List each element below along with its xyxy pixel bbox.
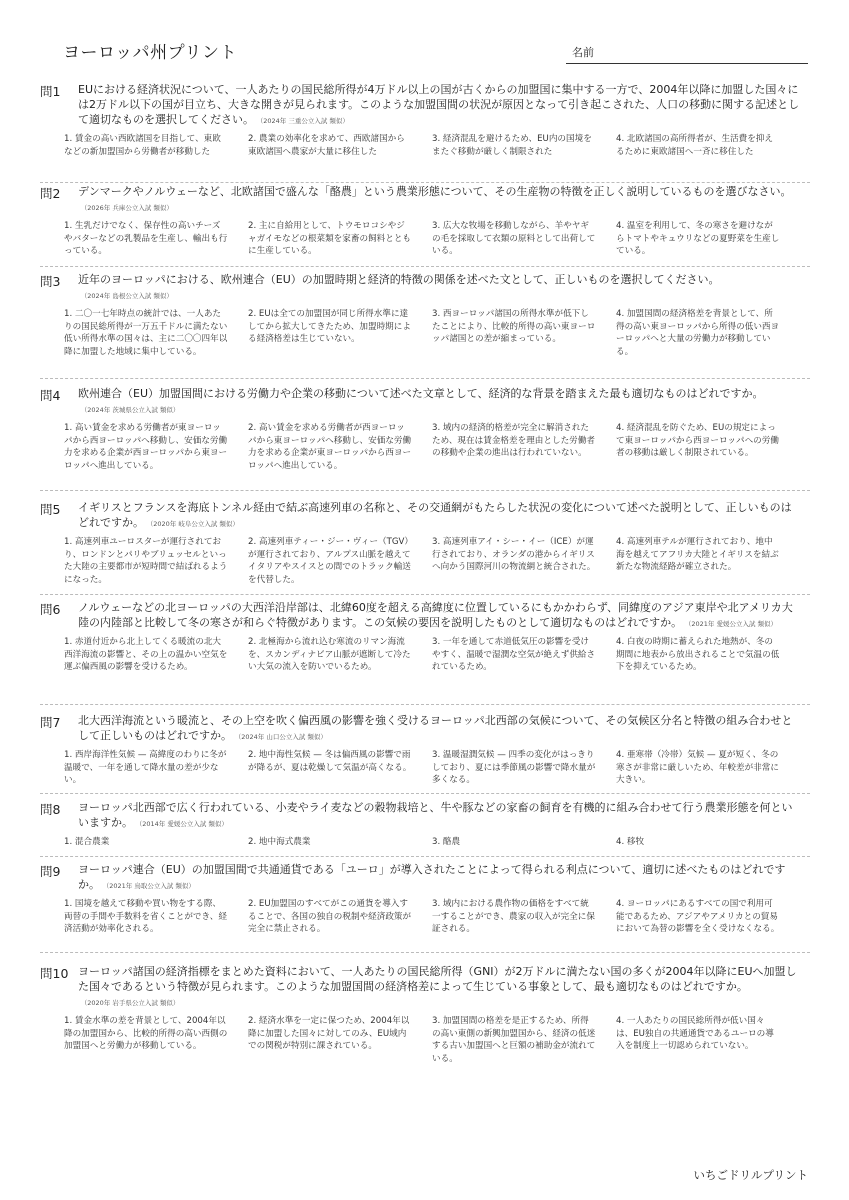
- option-2[interactable]: 2. 主に自給用として、トウモロコシやジャガイモなどの根菜類を家畜の飼料とともに生産している。: [248, 221, 412, 256]
- option-3[interactable]: 3. 西ヨーロッパ諸国の所得水準が低下したことにより、比較的所得の高い東ヨーロッパ諸国との差が縮まっている。: [432, 309, 596, 344]
- question-body: ノルウェーなどの北ヨーロッパの大西洋沿岸部は、北緯60度を超える高緯度に位置しているにもかかわらず、同緯度のアジア東岸や北アメリカ大陸の内陸部と比較して冬の寒さが和らぐ特徴があります。この気候の要因を説明したものとして適切なものはどれですか。: [78, 601, 793, 629]
- option-1[interactable]: 1. 赤道付近から北上してくる暖流の北大西洋海流の影響と、その上の温かい空気を運ぶ偏西風の影響を受けるため。: [64, 637, 228, 672]
- question-number: 問3: [40, 274, 61, 289]
- option-4[interactable]: 4. 亜寒帯（冷帯）気候 — 夏が短く、冬の寒さが非常に厳しいため、年較差が非常に大きい。: [616, 750, 779, 785]
- options-list: [64, 308, 810, 358]
- option-3[interactable]: 3. 温暖湿潤気候 — 四季の変化がはっきりしており、夏には季節風の影響で降水量が多くなる。: [432, 750, 596, 785]
- options-list: [64, 422, 810, 472]
- question-4: [40, 386, 810, 491]
- question-text: [78, 862, 802, 894]
- option-4[interactable]: 4. 高速列車テルが運行されており、地中海を越えてアフリカ大陸とイギリスを結ぶ新たな物流経路が確立された。: [616, 537, 779, 572]
- option-4[interactable]: 4. 白夜の時期に蓄えられた地熱が、冬の期間に地表から放出されることで気温の低下を抑えているため。: [616, 637, 780, 672]
- option-2[interactable]: 2. 北極海から流れ込む寒流のリマン海流を、スカンディナビア山脈が遮断して冷たい大気の流入を防いでいるため。: [248, 637, 411, 672]
- question-source: （2020年 岩手県公立入試 類似）: [84, 999, 180, 1007]
- question-number: 問1: [40, 84, 61, 99]
- question-number: 問2: [40, 186, 61, 201]
- option-1[interactable]: 1. 二〇一七年時点の統計では、一人あたりの国民総所得が一万五千ドルに満たない低い所得水準の国々は、主に二〇〇四年以降に加盟した地域に集中している。: [64, 309, 228, 357]
- option-1[interactable]: 1. 高い賃金を求める労働者が東ヨーロッパから西ヨーロッパへ移動し、安価な労働力を求める企業が西ヨーロッパから東ヨーロッパへ進出している。: [64, 423, 228, 471]
- question-text: [78, 713, 802, 745]
- option-2[interactable]: 2. 高い賃金を求める労働者が西ヨーロッパから東ヨーロッパへ移動し、安価な労働力を求める企業が東ヨーロッパから西ヨーロッパへ進出している。: [248, 423, 412, 471]
- question-9: [40, 862, 810, 953]
- question-source: （2026年 兵庫公立入試 類似）: [84, 204, 173, 212]
- option-2[interactable]: 2. 経済水準を一定に保つため、2004年以降に加盟した国々に対してのみ、EU域内での関税が特別に課されている。: [248, 1016, 410, 1051]
- options-list: [64, 749, 810, 787]
- question-number: 問7: [40, 715, 61, 730]
- option-4[interactable]: 4. 北欧諸国の高所得者が、生活費を抑えるために東欧諸国へ一斉に移住した: [616, 134, 774, 157]
- option-4[interactable]: 4. 温室を利用して、冬の寒さを避けながらトマトやキュウリなどの夏野菜を生産している。: [616, 221, 780, 256]
- question-source: （2014年 愛媛公立入試 類似）: [139, 820, 228, 828]
- option-1[interactable]: 1. 生乳だけでなく、保存性の高いチーズやバターなどの乳製品を生産し、輸出も行っている。: [64, 221, 228, 256]
- question-source: （2021年 愛媛公立入試 類似）: [688, 620, 778, 628]
- question-text: [78, 272, 802, 304]
- option-4[interactable]: 4. 経済混乱を防ぐため、EUの規定によって東ヨーロッパから西ヨーロッパへの労働者の移動は厳しく制限されている。: [616, 423, 779, 458]
- question-text: [78, 800, 802, 832]
- question-8: [40, 800, 810, 857]
- option-3[interactable]: 3. 加盟国間の格差を是正するため、所得の高い東側の新興加盟国から、経済の低迷する古い加盟国へと巨額の補助金が流れている。: [432, 1016, 596, 1064]
- question-5: [40, 500, 810, 595]
- question-body: ヨーロッパ諸国の経済指標をまとめた資料において、一人あたりの国民総所得（GNI）が2万ドルに満たない国の多くが2004年以降にEUへ加盟した国々であるという特徴が見られます。このような加盟国間の経済格差によって生じている事象として、最も適切なものはどれですか。: [78, 965, 797, 993]
- question-body: 近年のヨーロッパにおける、欧州連合（EU）の加盟時期と経済的特徴の関係を述べた文として、正しいものを選択してください。: [78, 273, 720, 286]
- option-3[interactable]: 3. 酪農: [432, 837, 461, 847]
- question-body: 欧州連合（EU）加盟国間における労働力や企業の移動について述べた文章として、経済的な背景を踏まえた最も適切なものはどれですか。: [78, 387, 764, 400]
- question-text: [78, 386, 802, 418]
- option-3[interactable]: 3. 域内における農作物の価格をすべて統一することができ、農家の収入が完全に保証される。: [432, 899, 595, 934]
- option-2[interactable]: 2. 地中海式農業: [248, 837, 311, 847]
- option-2[interactable]: 2. 高速列車ティー・ジー・ヴィー（TGV）が運行されており、アルプス山脈を越えてイタリアやスイスとの間でのトラック輸送を代替した。: [248, 537, 411, 585]
- question-1: [40, 82, 810, 183]
- option-2[interactable]: 2. 農業の効率化を求めて、西欧諸国から東欧諸国へ農家が大量に移住した: [248, 134, 405, 157]
- option-1[interactable]: 1. 賃金水準の差を背景として、2004年以降の加盟国から、比較的所得の高い西側の加盟国へと労働力が移動している。: [64, 1016, 228, 1051]
- option-1[interactable]: 1. 国境を越えて移動や買い物をする際、両替の手間や手数料を省くことができ、経済活動が効率化される。: [64, 899, 227, 934]
- question-10: [40, 964, 810, 1068]
- question-body: デンマークやノルウェーなど、北欧諸国で盛んな「酪農」という農業形態について、その生産物の特徴を正しく説明しているものを選びなさい。: [78, 185, 792, 198]
- question-number: 問8: [40, 802, 61, 817]
- option-4[interactable]: 4. ヨーロッパにあるすべての国で利用可能であるため、アジアやアメリカとの貿易において為替の影響を全く受けなくなる。: [616, 899, 780, 934]
- options-list: [64, 1015, 810, 1065]
- option-1[interactable]: 1. 賃金の高い西欧諸国を目指して、東欧などの新加盟国から労働者が移動した: [64, 134, 221, 157]
- question-source: （2024年 島根公立入試 類似）: [84, 292, 173, 300]
- footer-brand: いちごドリルプリント: [693, 1168, 808, 1182]
- question-number: 問5: [40, 502, 61, 517]
- option-3[interactable]: 3. 一年を通して赤道低気圧の影響を受けやすく、温暖で湿潤な空気が絶えず供給されているため。: [432, 637, 596, 672]
- question-source: （2020年 岐阜公立入試 類似）: [150, 520, 239, 528]
- option-1[interactable]: 1. 西岸海洋性気候 — 高緯度のわりに冬が温暖で、一年を通して降水量の差が少ない。: [64, 750, 227, 785]
- question-body: ヨーロッパ北西部で広く行われている、小麦やライ麦などの穀物栽培と、牛や豚などの家畜の飼育を有機的に組み合わせて行う農業形態を何といいますか。: [78, 801, 793, 829]
- question-number: 問10: [40, 966, 69, 981]
- option-3[interactable]: 3. 広大な牧場を移動しながら、羊やヤギの毛を採取して衣類の原料として出荷している。: [432, 221, 596, 256]
- question-text: [78, 964, 802, 1011]
- options-list: [64, 636, 810, 674]
- question-body: ヨーロッパ連合（EU）の加盟国間で共通通貨である「ユーロ」が導入されたことによって得られる利点について、適切に述べたものはどれですか。: [78, 863, 786, 891]
- option-2[interactable]: 2. EUは全ての加盟国が同じ所得水準に達してから拡大してきたため、加盟時期による経済格差は生じていない。: [248, 309, 411, 344]
- question-text: [78, 184, 802, 216]
- question-text: [78, 500, 802, 532]
- question-text: [78, 600, 802, 632]
- question-body: イギリスとフランスを海底トンネル経由で結ぶ高速列車の名称と、その交通網がもたらした状況の変化について述べた説明として、正しいものはどれですか。: [78, 501, 792, 529]
- question-source: （2024年 三重公立入試 類似）: [260, 117, 349, 125]
- question-7: [40, 713, 810, 794]
- option-2[interactable]: 2. 地中海性気候 — 冬は偏西風の影響で雨が降るが、夏は乾燥して気温が高くなる。: [248, 750, 412, 773]
- option-4[interactable]: 4. 一人あたりの国民総所得が低い国々は、EU独自の共通通貨であるユーロの導入を制度上一切認められていない。: [616, 1016, 774, 1051]
- question-source: （2024年 茨城県公立入試 類似）: [84, 406, 180, 414]
- question-number: 問4: [40, 388, 61, 403]
- option-4[interactable]: 4. 加盟国間の経済格差を背景として、所得の高い東ヨーロッパから所得の低い西ヨーロッパへと大量の労働力が移動している。: [616, 309, 780, 357]
- page-title: ヨーロッパ州プリント: [63, 43, 237, 63]
- options-list: [64, 536, 810, 586]
- option-4[interactable]: 4. 移牧: [616, 837, 645, 847]
- question-body: EUにおける経済状況について、一人あたりの国民総所得が4万ドル以上の国が古くからの加盟国に集中する一方で、2004年以降に加盟した国々には2万ドル以下の国が目立ち、大きな開きが見られます。このような加盟国間の状況が原因となって引き起こされた、人口の移動に関する記述として適切なものを選択してください。: [78, 83, 800, 126]
- question-source: （2024年 山口公立入試 類似）: [238, 733, 327, 741]
- options-list: [64, 836, 810, 849]
- question-number: 問6: [40, 602, 61, 617]
- question-3: [40, 272, 810, 379]
- options-list: [64, 220, 810, 258]
- question-number: 問9: [40, 864, 61, 879]
- option-3[interactable]: 3. 域内の経済的格差が完全に解消されたため、現在は賃金格差を理由とした労働者の移動や企業の進出は行われていない。: [432, 423, 595, 458]
- option-3[interactable]: 3. 経済混乱を避けるため、EU内の国境をまたぐ移動が厳しく制限された: [432, 134, 592, 157]
- name-field-line[interactable]: [566, 63, 808, 64]
- option-3[interactable]: 3. 高速列車アイ・シー・イー（ICE）が運行されており、オランダの港からイギリスへ向かう国際河川の物流網と統合された。: [432, 537, 596, 572]
- question-2: [40, 184, 810, 267]
- question-6: [40, 600, 810, 705]
- option-1[interactable]: 1. 高速列車ユーロスターが運行されており、ロンドンとパリやブリュッセルといった大陸の主要都市が短時間で結ばれるようになった。: [64, 537, 228, 585]
- option-1[interactable]: 1. 混合農業: [64, 837, 110, 847]
- question-source: （2021年 鳥取公立入試 類似）: [106, 882, 195, 890]
- options-list: [64, 898, 810, 936]
- question-body: 北大西洋海流という暖流と、その上空を吹く偏西風の影響を強く受けるヨーロッパ北西部の気候について、その気候区分名と特徴の組み合わせとして正しいものはどれですか。: [78, 714, 793, 742]
- options-list: [64, 133, 810, 158]
- option-2[interactable]: 2. EU加盟国のすべてがこの通貨を導入することで、各国の独自の税制や経済政策が完全に禁止される。: [248, 899, 412, 934]
- name-label: 名前: [572, 46, 594, 59]
- question-text: [78, 82, 802, 129]
